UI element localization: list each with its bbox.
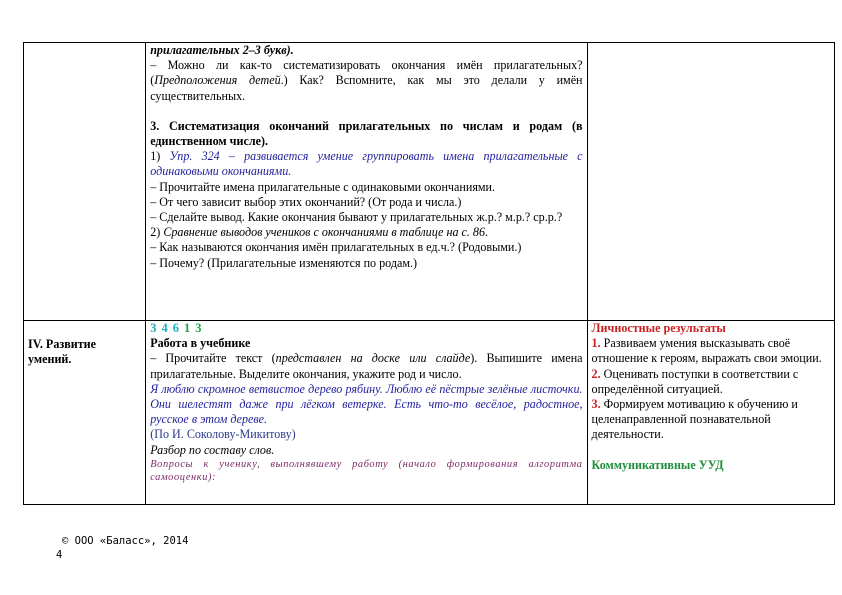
task-line: – Прочитайте текст (представлен на доске или слайде). Выпишите имена прилагательные. Выделите окончания, укажите род и число. [150, 351, 583, 381]
stage-title: IV. Развитие умений. [24, 321, 146, 505]
question-line: – Сделайте вывод. Какие окончания бывают у прилагательных ж.р.? м.р.? ср.р.? [150, 210, 563, 225]
difficulty-numbers [150, 321, 582, 336]
text-source: (По И. Соколову-Микитову) [150, 427, 296, 442]
question-line: – Можно ли как-то систематизировать окончания имён прилагательных? (Предположения детей.) Как? Вспомните, как мы это делали у имён существительных. [150, 58, 583, 103]
copyright: © ООО «Баласс», 2014 [62, 535, 189, 547]
level-number: 3 [150, 321, 157, 335]
result-item: 2. Оценивать поступки в соответствии с определённой ситуацией. [591, 366, 799, 396]
stage-cell-empty [24, 43, 146, 321]
parse-task: Разбор по составу слов. [150, 442, 275, 457]
page-number: 4 [56, 549, 63, 561]
communicative-title: Коммуникативные УУД [591, 457, 724, 472]
level-number: 6 [172, 321, 179, 335]
self-assessment-questions: Вопросы к ученику, выполнявшему работу (начало формирования алгоритма самооценки): [150, 458, 583, 483]
lesson-plan-table [23, 42, 835, 505]
reading-text: Я люблю скромное ветвистое дерево рябину. Люблю её пёстрые зелёные листочки. Они шелестят даже при лёгком ветерке. Есть что-то весёлое, радостное, русское в этом дереве. [150, 381, 583, 427]
question-line: – Прочитайте имена прилагательные с одинаковыми окончаниями. [150, 179, 496, 194]
level-number: 4 [161, 321, 168, 335]
level-number: 1 [183, 321, 191, 335]
table-row [24, 321, 835, 505]
result-item: 3. Формируем мотивацию к обучению и целенаправленной познавательной деятельности. [591, 397, 798, 442]
section-heading: 3. Систематизация окончаний прилагательных по числам и родам (в единственном числе). [150, 118, 583, 149]
results-cell-empty [587, 43, 834, 321]
exercise-line: 1) Упр. 324 – развивается умение группировать имена прилагательные с одинаковыми окончаниями. [150, 149, 583, 179]
question-line: – Как называются окончания имён прилагательных в ед.ч.? (Родовыми.) [150, 240, 522, 255]
text-line: прилагательных 2–3 букв). [150, 43, 294, 57]
question-line: – От чего зависит выбор этих окончаний? (От рода и числа.) [150, 194, 462, 209]
comparison-line: 2) Сравнение выводов учеников с окончаниями в таблице на с. 86. [150, 225, 489, 240]
results-title: Личностные результаты [591, 321, 726, 335]
activity-cell [146, 43, 587, 321]
results-cell [587, 321, 834, 505]
question-line: – Почему? (Прилагательные изменяются по родам.) [150, 255, 418, 270]
work-title: Работа в учебнике [150, 336, 251, 351]
level-number: 3 [195, 321, 202, 335]
activity-cell [146, 321, 587, 505]
result-item: 1. Развиваем умения высказывать своё отношение к героям, выражать свои эмоции. [591, 336, 822, 366]
table-row [24, 43, 835, 321]
